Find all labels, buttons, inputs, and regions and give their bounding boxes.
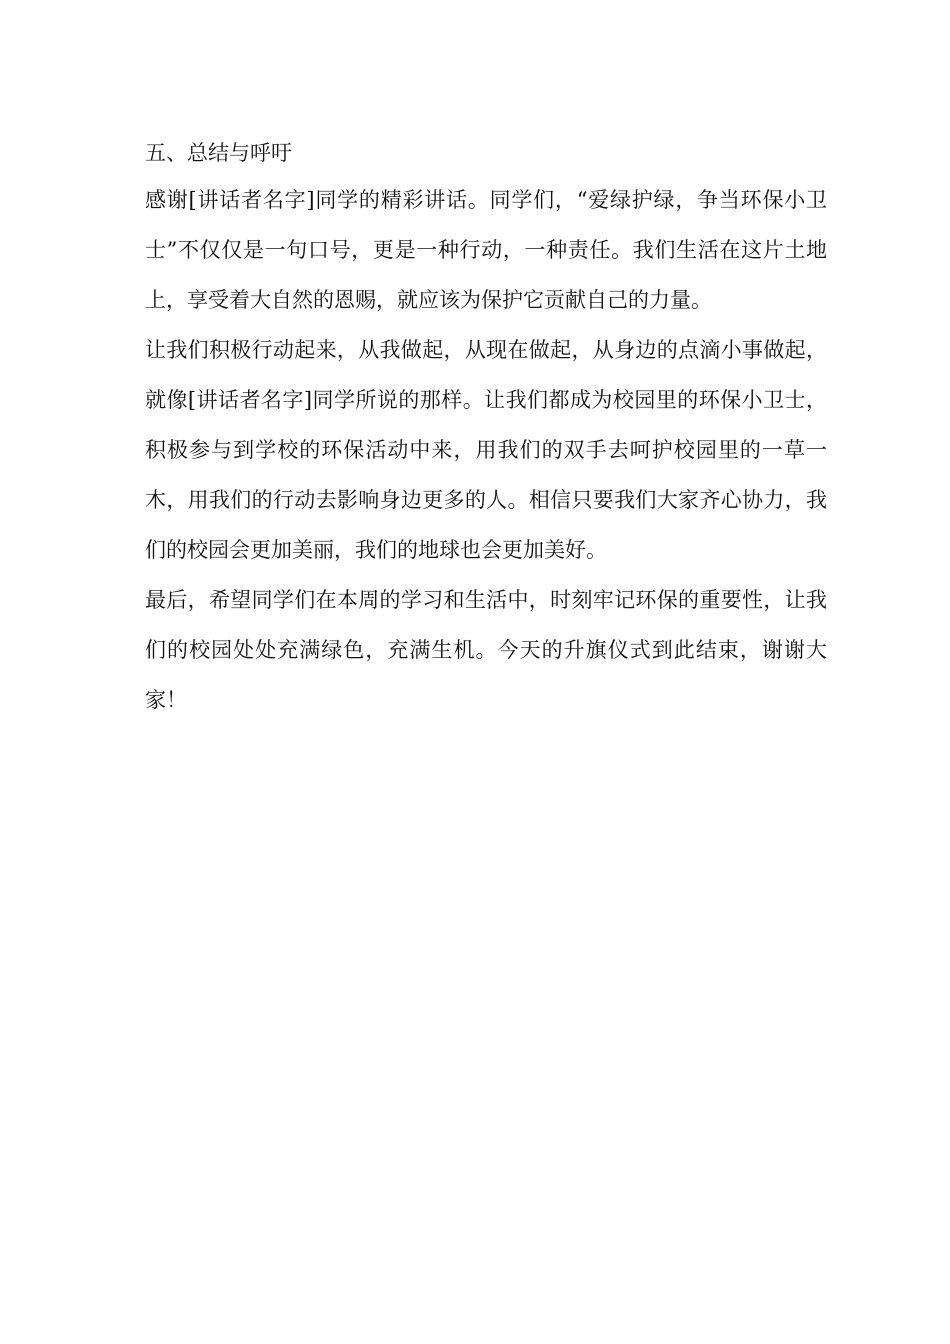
paragraph-call-to-action: 让我们积极行动起来，从我做起，从现在做起，从身边的点滴小事做起，就像[讲话者名字]同学所说的那样。让我们都成为校园里的环保小卫士，积极参与到学校的环保活动中来，用我们的双手去呵护校园里的一草一木，用我们的行动去影响身边更多的人。相信只要我们大家齐心协力，我们的校园会更加美丽，我们的地球也会更加美好。: [145, 338, 827, 562]
document-page: [145, 131, 827, 725]
paragraph-closing: 最后，希望同学们在本周的学习和生活中，时刻牢记环保的重要性，让我们的校园处处充满绿色，充满生机。今天的升旗仪式到此结束，谢谢大家！: [145, 588, 827, 712]
paragraph-thanks: 感谢[讲话者名字]同学的精彩讲话。同学们，“爱绿护绿，争当环保小卫士”不仅仅是一句口号，更是一种行动，一种责任。我们生活在这片土地上，享受着大自然的恩赐，就应该为保护它贡献自己的力量。: [145, 188, 827, 312]
section-heading: 五、总结与呼吁: [145, 141, 292, 165]
